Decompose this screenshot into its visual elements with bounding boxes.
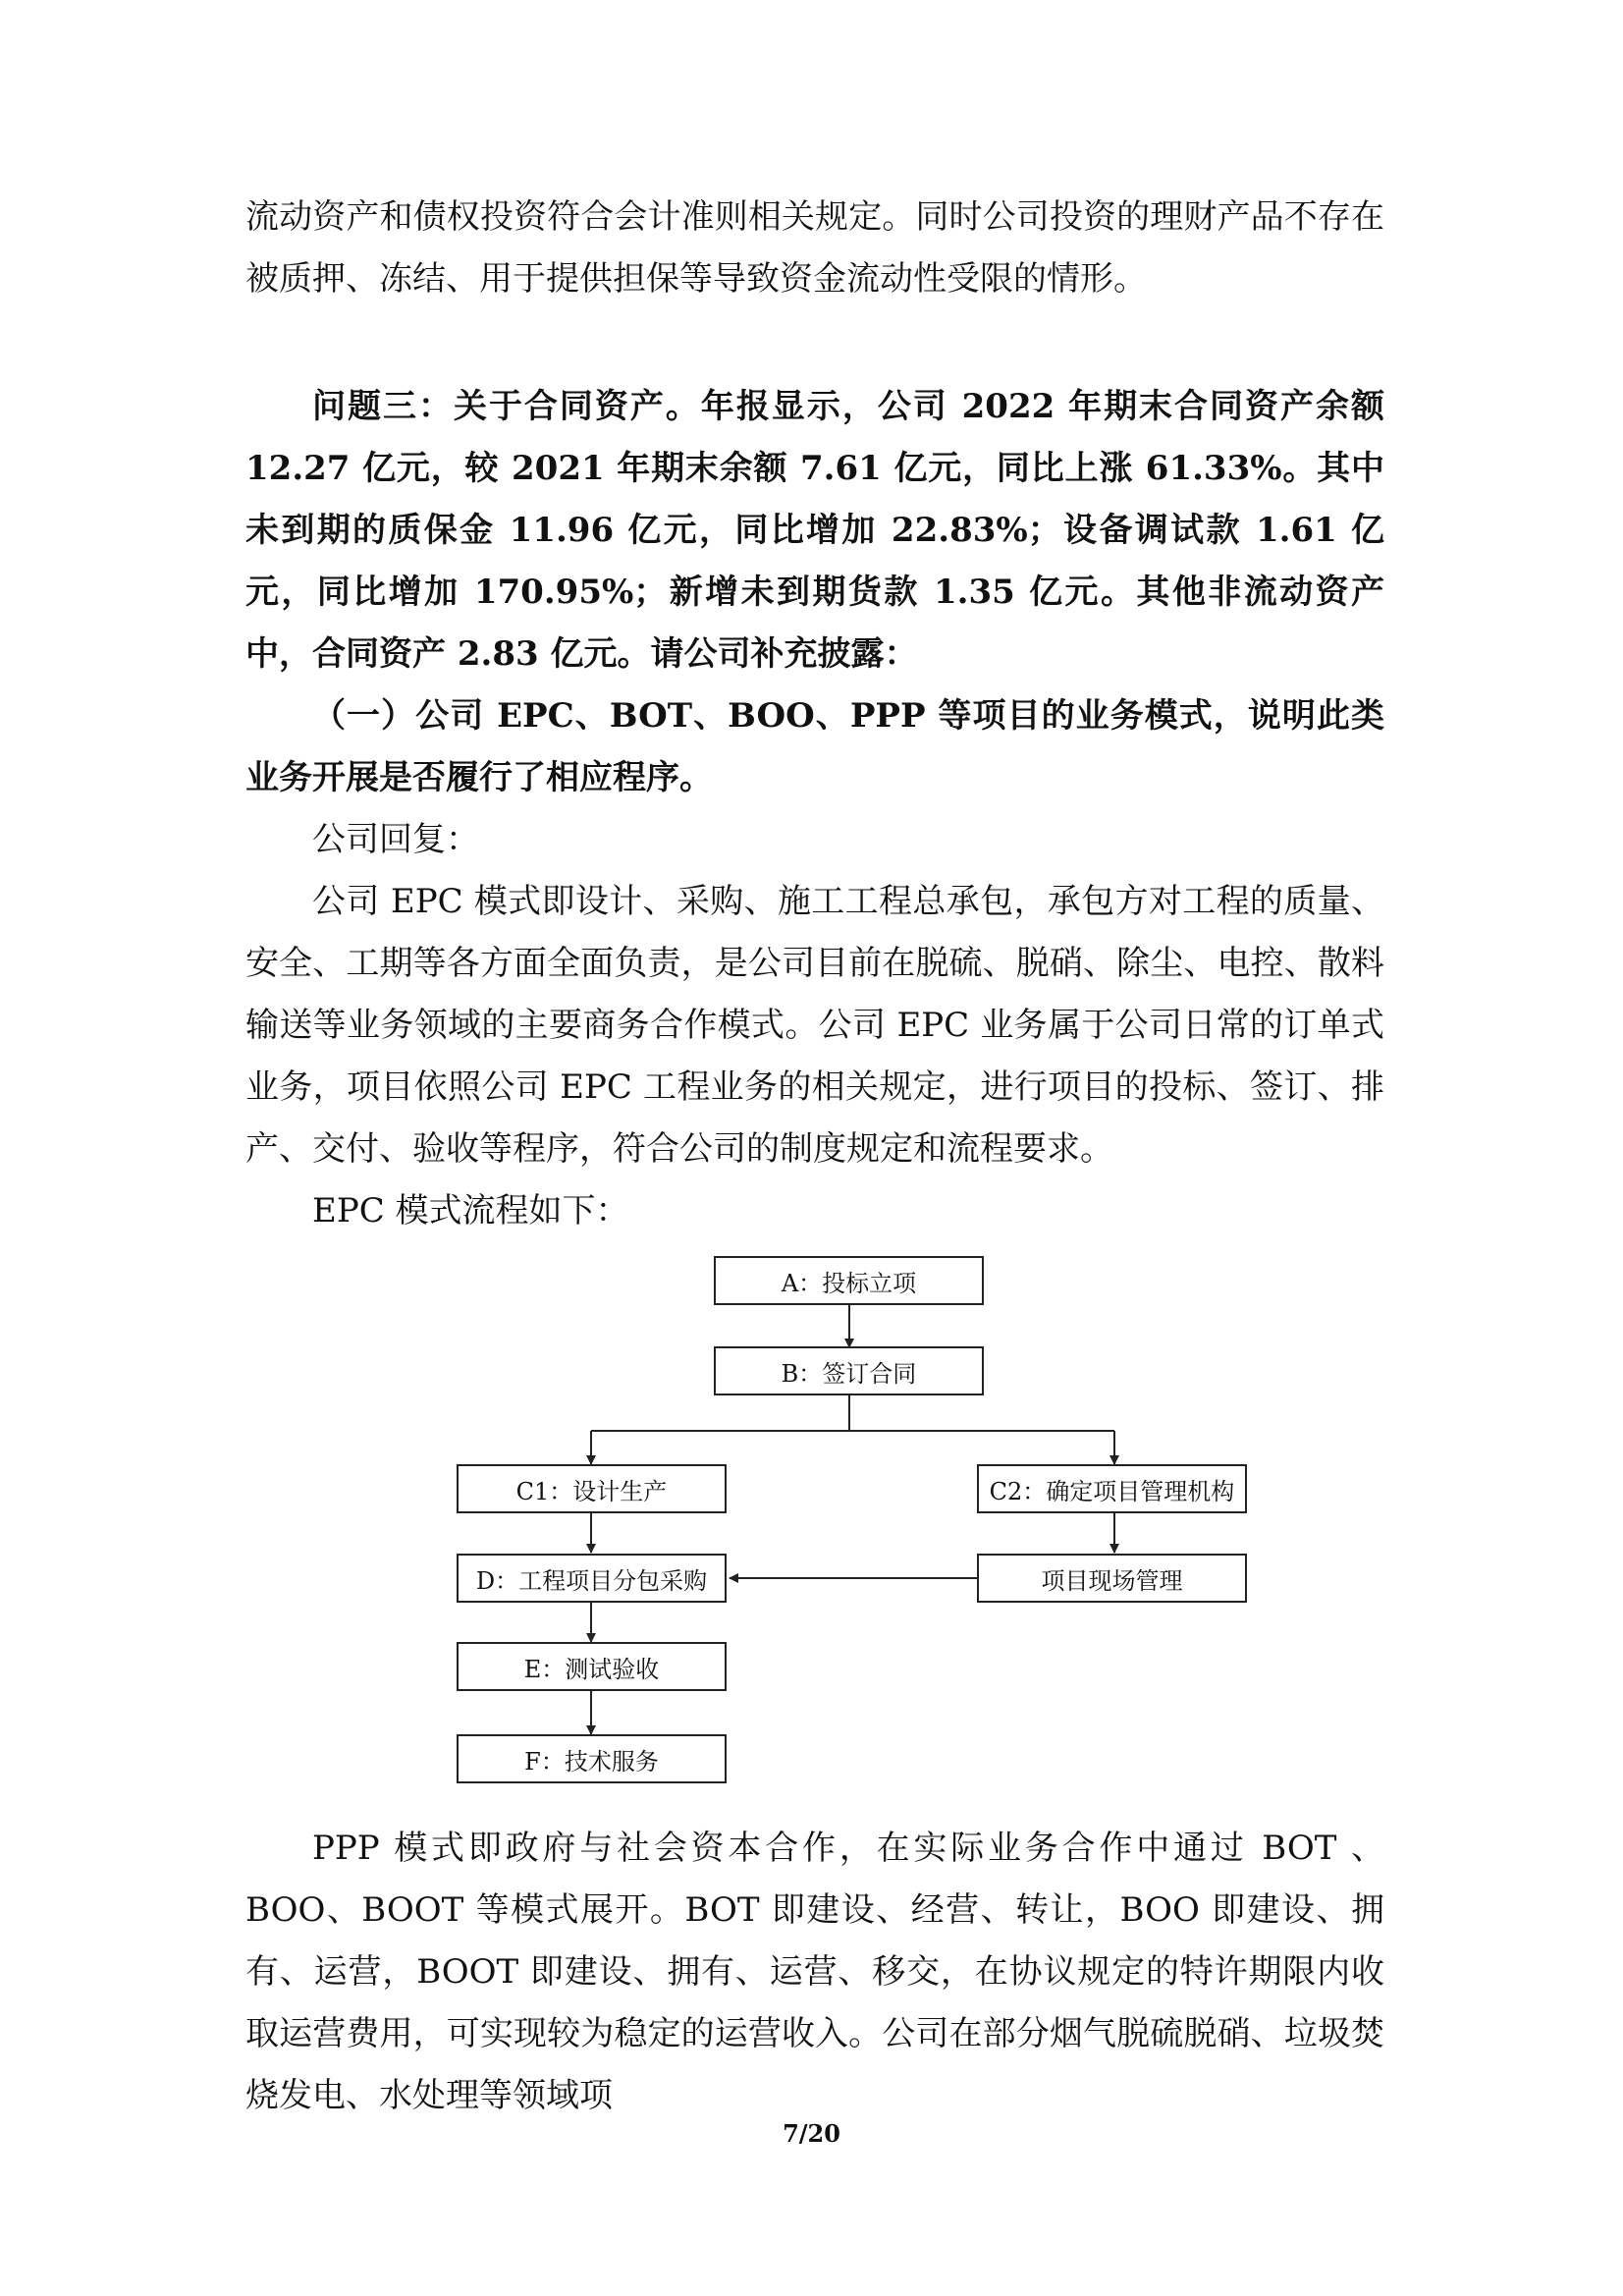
paragraph-investment-conclusion: 流动资产和债权投资符合会计准则相关规定。同时公司投资的理财产品不存在被质押、冻结、用于提供担保等导致资金流动性受限的情形。: [245, 197, 1384, 299]
flow-step-a: A：投标立项: [714, 1256, 984, 1305]
page-number: 7/20: [783, 2119, 840, 2148]
flow-step-d: D：工程项目分包采购: [457, 1554, 727, 1603]
sub-question-one: （一）公司 EPC、BOT、BOO、PPP 等项目的业务模式，说明此类业务开展是否履行了相应程序。: [245, 696, 1384, 797]
reply-label: 公司回复：: [312, 820, 479, 859]
flow-step-site-management: 项目现场管理: [977, 1554, 1247, 1603]
question-three: 问题三：关于合同资产。年报显示，公司 2022 年期末合同资产余额 12.27 亿元，较 2021 年期末余额 7.61 亿元，同比上涨 61.33%。其中未到期的质保金 11.96 亿元，同比增加 22.83%；设备调试款 1.61 亿元，同比增加 170.95%；新增未到期货款 1.35 亿元。其他非流动资产中，合同资产 2.83 亿元。请公司补充披露：: [245, 387, 1384, 674]
flowchart-connectors: [245, 1256, 1384, 1806]
paragraph-epc-flow-intro: EPC 模式流程如下：: [312, 1191, 629, 1230]
paragraph-ppp-description: PPP 模式即政府与社会资本合作，在实际业务合作中通过 BOT 、BOO、BOOT 等模式展开。BOT 即建设、经营、转让，BOO 即建设、拥有、运营，BOOT 即建设、拥有、运营、移交，在协议规定的特许期限内收取运营费用，可实现较为稳定的运营收入。公司在部分烟气脱硫脱硝、垃圾焚烧发电、水处理等领域项: [245, 1829, 1384, 2115]
epc-flowchart: [245, 1256, 1384, 1806]
paragraph-epc-description: 公司 EPC 模式即设计、采购、施工工程总承包，承包方对工程的质量、安全、工期等各方面全面负责，是公司目前在脱硫、脱硝、除尘、电控、散料输送等业务领域的主要商务合作模式。公司 EPC 业务属于公司日常的订单式业务，项目依照公司 EPC 工程业务的相关规定，进行项目的投标、签订、排产、交付、验收等程序，符合公司的制度规定和流程要求。: [245, 882, 1384, 1169]
flow-step-c1: C1：设计生产: [457, 1464, 727, 1513]
document-page: [245, 187, 1384, 2127]
flow-step-b: B：签订合同: [714, 1346, 984, 1395]
flow-step-c2: C2：确定项目管理机构: [977, 1464, 1247, 1513]
flow-step-f: F：技术服务: [457, 1734, 727, 1783]
flow-step-e: E：测试验收: [457, 1642, 727, 1691]
